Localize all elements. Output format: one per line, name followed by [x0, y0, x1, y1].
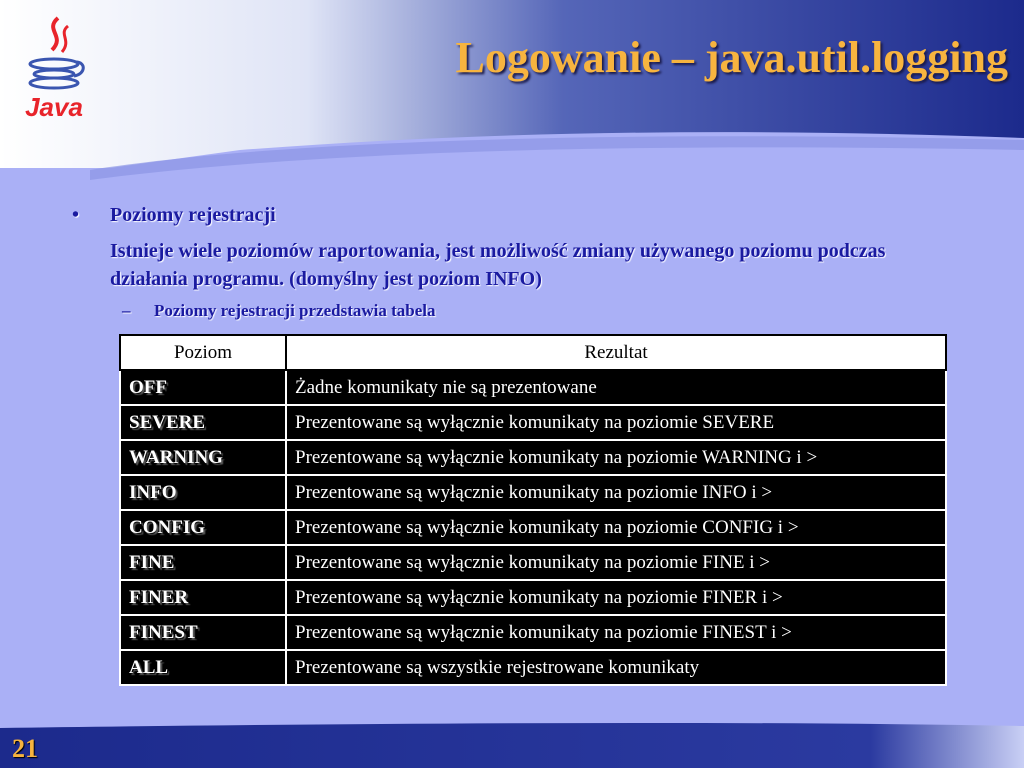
level-cell: INFO	[120, 475, 286, 510]
result-cell: Prezentowane są wyłącznie komunikaty na poziomie WARNING i >	[286, 440, 946, 475]
bullet-dot: •	[72, 204, 80, 226]
result-cell: Żadne komunikaty nie są prezentowane	[286, 370, 946, 405]
bullet-heading-text: Poziomy rejestracji	[110, 204, 276, 226]
table-row	[120, 580, 946, 615]
bullet-heading	[72, 204, 972, 227]
logging-levels-table	[119, 334, 947, 686]
level-cell: FINE	[120, 545, 286, 580]
svg-text:Java: Java	[25, 92, 83, 122]
table-row	[120, 440, 946, 475]
table-row	[120, 510, 946, 545]
slide-title: Logowanie – java.util.logging	[455, 33, 1008, 82]
bullet-paragraph: Istnieje wiele poziomów raportowania, jest możliwość zmiany używanego poziomu podczas działania programu. (domyślny jest poziom INFO)	[110, 240, 886, 290]
java-logo-icon	[14, 12, 94, 122]
header-level: Poziom	[120, 335, 286, 370]
result-cell: Prezentowane są wyłącznie komunikaty na poziomie INFO i >	[286, 475, 946, 510]
table-row	[120, 650, 946, 685]
table-row	[120, 475, 946, 510]
page-number: 21	[12, 734, 38, 763]
level-cell: SEVERE	[120, 405, 286, 440]
level-cell: ALL	[120, 650, 286, 685]
level-cell: WARNING	[120, 440, 286, 475]
result-cell: Prezentowane są wyłącznie komunikaty na poziomie FINER i >	[286, 580, 946, 615]
table-row	[120, 615, 946, 650]
sub-bullet-dash: –	[122, 301, 131, 320]
sub-bullet-text: Poziomy rejestracji przedstawia tabela	[154, 301, 436, 320]
table-row	[120, 405, 946, 440]
table-header-row	[120, 335, 946, 370]
result-cell: Prezentowane są wyłącznie komunikaty na poziomie FINEST i >	[286, 615, 946, 650]
result-cell: Prezentowane są wszystkie rejestrowane komunikaty	[286, 650, 946, 685]
result-cell: Prezentowane są wyłącznie komunikaty na poziomie CONFIG i >	[286, 510, 946, 545]
level-cell: CONFIG	[120, 510, 286, 545]
header-result: Rezultat	[286, 335, 946, 370]
table-row	[120, 370, 946, 405]
sub-bullet	[122, 301, 972, 321]
level-cell: OFF	[120, 370, 286, 405]
result-cell: Prezentowane są wyłącznie komunikaty na poziomie FINE i >	[286, 545, 946, 580]
level-cell: FINEST	[120, 615, 286, 650]
table-row	[120, 545, 946, 580]
result-cell: Prezentowane są wyłącznie komunikaty na poziomie SEVERE	[286, 405, 946, 440]
level-cell: FINER	[120, 580, 286, 615]
footer-band	[0, 723, 1024, 768]
bullet-list	[72, 204, 972, 321]
